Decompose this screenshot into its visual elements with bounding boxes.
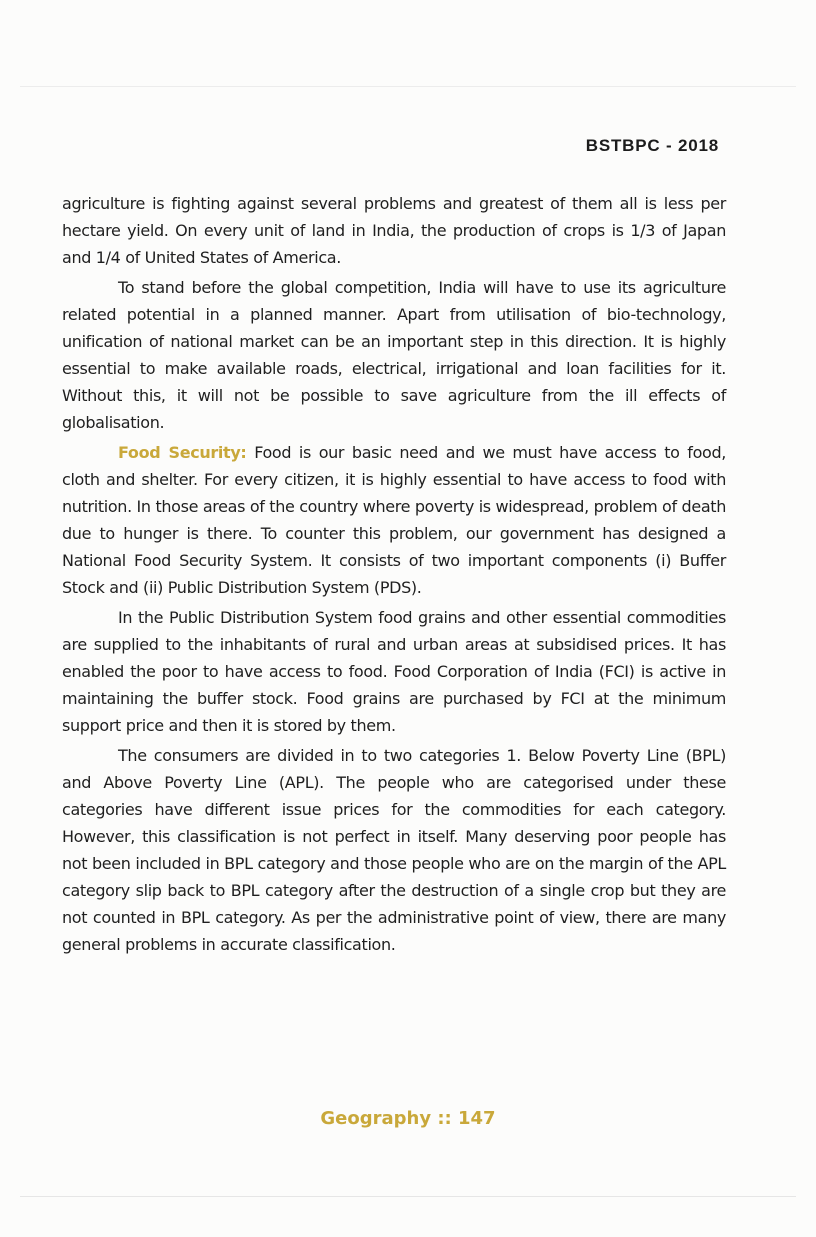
food-security-heading: Food Security: <box>118 443 247 462</box>
document-code-header: BSTBPC - 2018 <box>585 136 719 155</box>
paragraph-public-distribution: In the Public Distribution System food grains and other essential commodities are supplied to the inhabitants of rural and urban areas at subsidised prices. It has enabled the poor to have access to food. Food Corporation of India (FCI) is active in maintaining the buffer stock. Food grains are purchased by FCI at the minimum support price and then it is stored by them. <box>62 608 726 735</box>
food-security-text: Food is our basic need and we must have access to food, cloth and shelter. For every citizen, it is highly essential to have access to food with nutrition. In those areas of the country where poverty is widespread, problem of death due to hunger is there. To counter this problem, our government has designed a National Food Security System. It consists of two important components (i) Buffer Stock and (ii) Public Distribution System (PDS). <box>62 443 726 597</box>
top-divider <box>20 86 796 87</box>
paragraph-global-competition: To stand before the global competition, India will have to use its agriculture related potential in a planned manner. Apart from utilisation of bio-technology, unification of national market can be an important step in this direction. It is highly essential to make available roads, electrical, irrigational and loan facilities for it. Without this, it will not be possible to save agriculture from the ill effects of globalisation. <box>62 278 726 432</box>
page-body <box>62 190 726 961</box>
paragraph-food-security <box>62 439 726 601</box>
paragraph-consumer-categories: The consumers are divided in to two categories 1. Below Poverty Line (BPL) and Above Poverty Line (APL). The people who are categorised under these categories have different issue prices for the commodities for each category. However, this classification is not perfect in itself. Many deserving poor people has not been included in BPL category and those people who are on the margin of the APL category slip back to BPL category after the destruction of a single crop but they are not counted in BPL category. As per the administrative point of view, there are many general problems in accurate classification. <box>62 746 726 954</box>
page-number-footer: Geography :: 147 <box>320 1108 496 1129</box>
paragraph-agriculture-yield: agriculture is fighting against several problems and greatest of them all is less per hectare yield. On every unit of land in India, the production of crops is 1/3 of Japan and 1/4 of United States of America. <box>62 194 726 267</box>
bottom-divider <box>20 1196 796 1197</box>
